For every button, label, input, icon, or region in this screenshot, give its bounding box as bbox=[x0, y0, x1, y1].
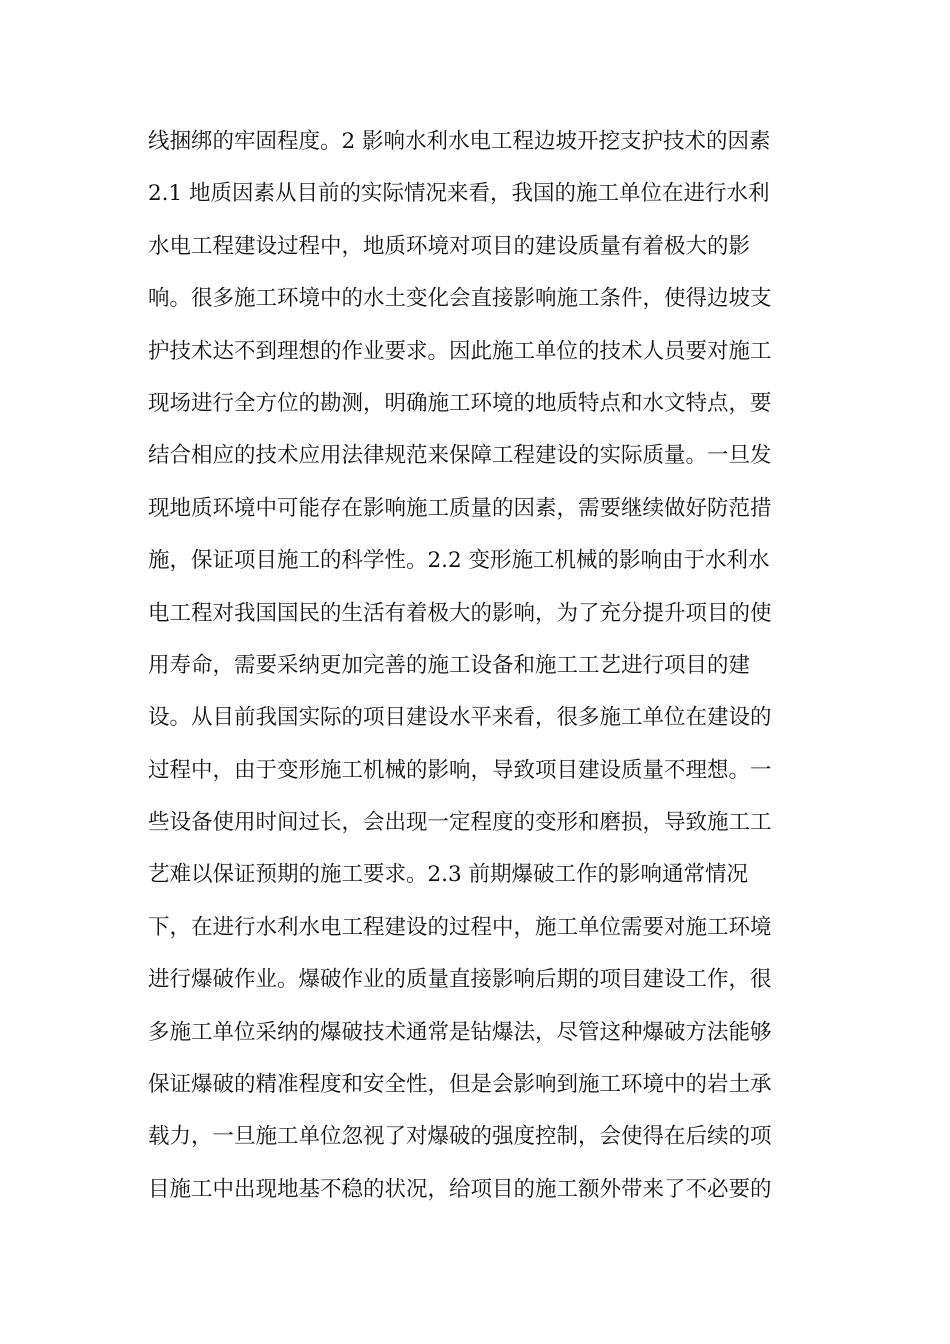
text-line: 现场进行全方位的勘测，明确施工环境的地质特点和水文特点，要 bbox=[148, 390, 772, 416]
text-line: 进行爆破作业。爆破作业的质量直接影响后期的项目建设工作，很 bbox=[148, 967, 772, 993]
text-line: 线捆绑的牢固程度。2 影响水利水电工程边坡开挖支护技术的因素 bbox=[148, 129, 771, 154]
text-line: 施，保证项目施工的科学性。2.2 变形施工机械的影响由于水利水 bbox=[148, 548, 770, 574]
text-line: 载力，一旦施工单位忽视了对爆破的强度控制，会使得在后续的项 bbox=[148, 1124, 772, 1150]
text-line: 艺难以保证预期的施工要求。2.3 前期爆破工作的影响通常情况 bbox=[148, 862, 749, 888]
text-line: 用寿命，需要采纳更加完善的施工设备和施工工艺进行项目的建 bbox=[148, 652, 751, 678]
text-line: 水电工程建设过程中，地质环境对项目的建设质量有着极大的影 bbox=[148, 233, 751, 259]
text-line: 目施工中出现地基不稳的状况，给项目的施工额外带来了不必要的 bbox=[148, 1176, 772, 1202]
text-line: 保证爆破的精准程度和安全性，但是会影响到施工环境中的岩土承 bbox=[148, 1072, 772, 1098]
text-line: 护技术达不到理想的作业要求。因此施工单位的技术人员要对施工 bbox=[148, 338, 772, 364]
text-line: 些设备使用时间过长，会出现一定程度的变形和磨损，导致施工工 bbox=[148, 810, 772, 836]
text-line: 结合相应的技术应用法律规范来保障工程建设的实际质量。一旦发 bbox=[148, 443, 772, 469]
body-text bbox=[148, 116, 808, 1216]
text-line: 过程中，由于变形施工机械的影响，导致项目建设质量不理想。一 bbox=[148, 757, 772, 783]
text-line: 现地质环境中可能存在影响施工质量的因素，需要继续做好防范措 bbox=[148, 495, 772, 521]
text-line: 电工程对我国国民的生活有着极大的影响，为了充分提升项目的使 bbox=[148, 600, 772, 626]
text-line: 多施工单位采纳的爆破技术通常是钻爆法，尽管这种爆破方法能够 bbox=[148, 1019, 772, 1045]
text-line: 下，在进行水利水电工程建设的过程中，施工单位需要对施工环境 bbox=[148, 914, 772, 940]
text-line: 设。从目前我国实际的项目建设水平来看，很多施工单位在建设的 bbox=[148, 705, 772, 731]
text-line: 2.1 地质因素从目前的实际情况来看，我国的施工单位在进行水利 bbox=[148, 181, 770, 207]
text-line: 响。很多施工环境中的水土变化会直接影响施工条件，使得边坡支 bbox=[148, 286, 772, 312]
